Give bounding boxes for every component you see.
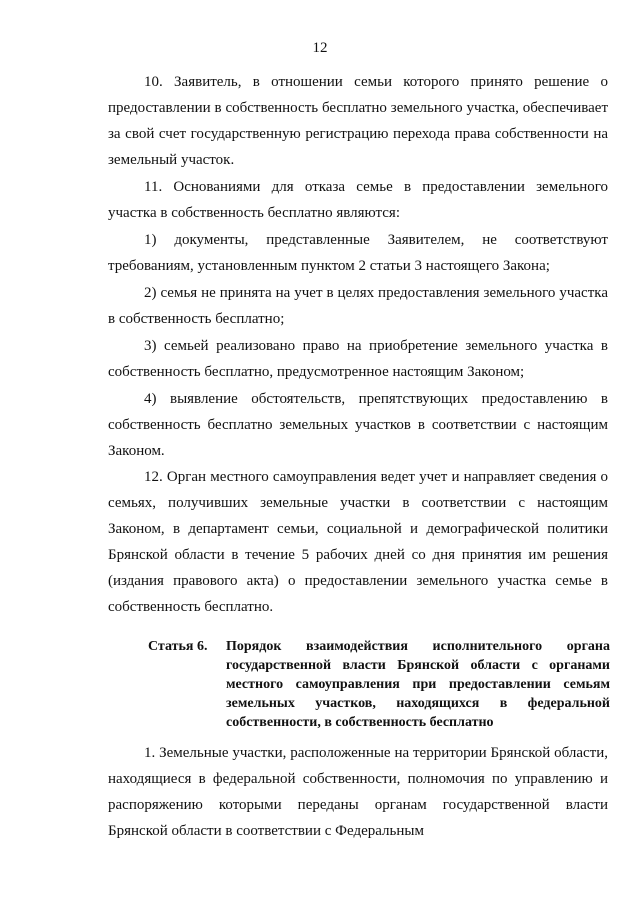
paragraph-12 <box>108 464 608 620</box>
paragraph-11-item-1 <box>108 227 608 279</box>
paragraph-11 <box>108 174 608 226</box>
page-number: 12 <box>312 40 328 56</box>
article-6-label: Статья 6. <box>148 639 208 654</box>
paragraph-11-text: 11. Основаниями для отказа семье в предоставлении земельного участка в собственность бесплатно являются: <box>108 179 608 221</box>
paragraph-11-item-3-text: 3) семьей реализовано право на приобретение земельного участка в собственность бесплатно, предусмотренное настоящим Законом; <box>108 338 608 380</box>
paragraph-11-item-3 <box>108 333 608 385</box>
article-6-paragraph-1-text: 1. Земельные участки, расположенные на территории Брянской области, находящиеся в федеральной собственности, полномочия по управлению и распоряжению которыми переданы органам государственной власти Брянской области в соответствии с Федеральным <box>108 745 608 839</box>
paragraph-10 <box>108 69 608 173</box>
paragraph-11-item-4-text: 4) выявление обстоятельств, препятствующих предоставлению в собственность бесплатно земельных участков в соответствии с настоящим Законом. <box>108 391 608 459</box>
article-6-paragraph-1 <box>108 740 608 844</box>
paragraph-11-item-4 <box>108 386 608 464</box>
paragraph-10-text: 10. Заявитель, в отношении семьи которого принято решение о предоставлении в собственность бесплатно земельного участка, обеспечивает за свой счет государственную регистрацию перехода права собственности на земельный участок. <box>108 74 608 168</box>
paragraph-11-item-2 <box>108 280 608 332</box>
article-6-title: Порядок взаимодействия исполнительного органа государственной власти Брянской области с органами местного самоуправления при предоставлении семьям земельных участков, находящихся в федеральной собственности, в собственность бесплатно <box>226 639 610 730</box>
paragraph-11-item-1-text: 1) документы, представленные Заявителем, не соответствуют требованиям, установленным пунктом 2 статьи 3 настоящего Закона; <box>108 232 608 274</box>
paragraph-12-text: 12. Орган местного самоуправления ведет учет и направляет сведения о семьях, получивших земельные участки в соответствии с настоящим Законом, в департамент семьи, социальной и демографической политики Брянской области в течение 5 рабочих дней со дня принятия им решения (издания правового акта) о предоставлении земельного участка семье в собственность бесплатно. <box>108 469 608 615</box>
paragraph-11-item-2-text: 2) семья не принята на учет в целях предоставления земельного участка в собственность бесплатно; <box>108 285 608 327</box>
